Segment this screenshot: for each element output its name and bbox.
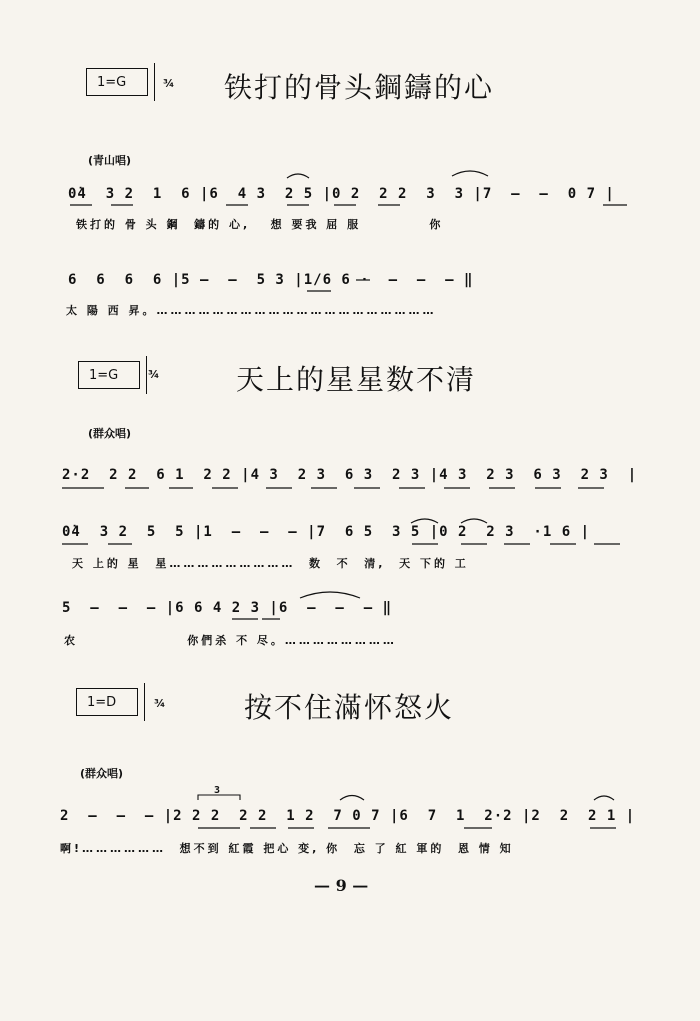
notation-line: 5 — — — |6 6 4 2 3 |6 — — — ‖ xyxy=(62,600,393,616)
lyrics-line: 天 上的 星 星……………………… 数 不 清, 天 下的 工 xyxy=(72,557,469,570)
time-signature: ¾ xyxy=(154,697,166,710)
time-signature: ¾ xyxy=(148,368,160,381)
triplet-marker: 3 xyxy=(214,785,222,796)
performer-label: (群众唱) xyxy=(88,427,132,440)
notation-line: 0̇4 3 2 1 6 |6 4 3 2 5 |0 2 2 2 3 3 |7 — — 0 7 | xyxy=(68,186,615,202)
notation-line: 2 — — — |2 2 2 2 2 1 2 7 0 7 |6 7 1 2·2 |2 2 2 1 | xyxy=(60,808,636,824)
key-signature: 1=G xyxy=(78,361,140,389)
notation-line: 6 6 6 6 |5 — — 5 3 |1/6 6 · — — — ‖ xyxy=(68,272,474,288)
lyrics-line: 啊!……………… 想不到 紅霞 把心 变, 你 忘 了 紅 軍的 恩 情 知 xyxy=(60,842,514,855)
performer-label: (青山唱) xyxy=(88,154,132,167)
lyrics-line: 太 陽 西 昇。…………………………………………………… xyxy=(66,304,437,317)
time-signature: ¾ xyxy=(163,77,175,90)
performer-label: (群众唱) xyxy=(80,767,124,780)
song-title: 铁打的骨头鋼鑄的心 xyxy=(224,71,495,104)
notation-line: 2·2 2 2 6 1 2 2 |4 3 2 3 6 3 2 3 |4 3 2 3 6 3 2 3 | xyxy=(62,467,638,483)
key-signature: 1=G xyxy=(86,68,148,96)
lyrics-line: 农 你們杀 不 尽。…………………… xyxy=(64,634,397,647)
key-signature: 1=D xyxy=(76,688,138,716)
song-title: 天上的星星数不清 xyxy=(236,363,477,396)
lyrics-line: 铁打的 骨 头 鋼 鑄的 心, 想 要我 屈 服 你 xyxy=(76,218,444,231)
song-title: 按不住滿怀怒火 xyxy=(244,691,455,724)
page-number: — 9 — xyxy=(314,876,369,895)
notation-line: 0̇4 3 2 5 5 |1 — — — |7 6 5 3 5 |0 2 2 3 ·1 6 | xyxy=(62,524,591,540)
